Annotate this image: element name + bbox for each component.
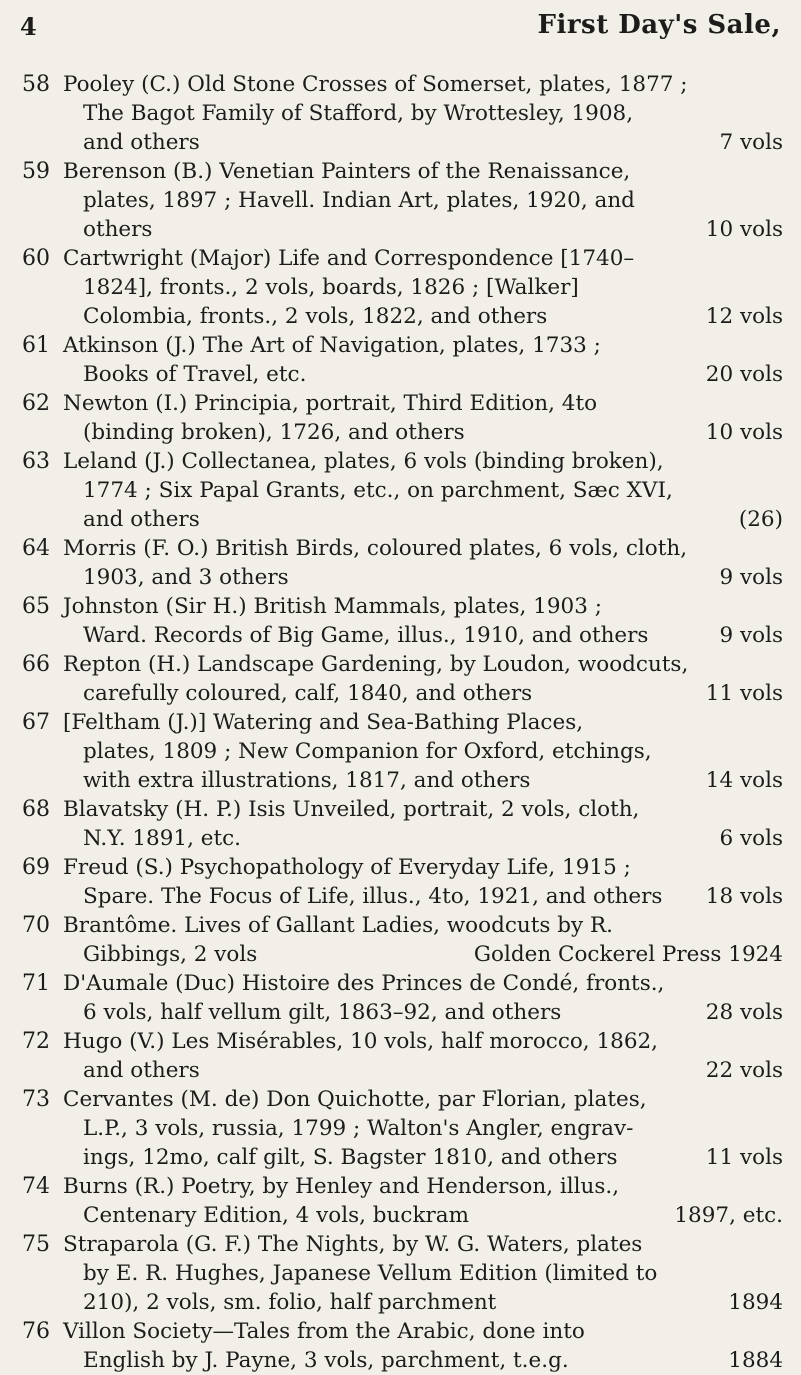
lot-line: Pooley (C.) Old Stone Crosses of Somerset, plates, 1877 ;	[63, 72, 688, 97]
lot-number: 74	[22, 1174, 50, 1199]
lot-line: [Feltham (J.)] Watering and Sea-Bathing Places,	[63, 710, 584, 735]
running-title: First Day's Sale,	[537, 10, 781, 40]
lot-line: 210), 2 vols, sm. folio, half parchment	[83, 1290, 497, 1315]
lot-line: Newton (I.) Principia, portrait, Third Edition, 4to	[63, 391, 598, 416]
lot-line: Cervantes (M. de) Don Quichotte, par Florian, plates,	[63, 1087, 647, 1112]
lot-line: ings, 12mo, calf gilt, S. Bagster 1810, and others	[83, 1145, 618, 1170]
lot-entry	[0, 331, 801, 389]
lot-number: 62	[22, 391, 50, 416]
lot-line: Freud (S.) Psychopathology of Everyday Life, 1915 ;	[63, 855, 631, 880]
lot-entry	[0, 157, 801, 244]
lot-description	[63, 650, 783, 708]
lot-line: with extra illustrations, 1817, and others	[83, 768, 531, 793]
lot-number: 65	[22, 594, 50, 619]
lot-quantity: 1884	[728, 1348, 783, 1373]
lot-entry	[0, 534, 801, 592]
lot-entry	[0, 853, 801, 911]
lot-number: 72	[22, 1029, 50, 1054]
lot-line: Colombia, fronts., 2 vols, 1822, and others	[83, 304, 548, 329]
lot-description	[63, 853, 783, 911]
lot-number: 61	[22, 333, 50, 358]
lot-description	[63, 244, 783, 331]
lot-number: 58	[22, 72, 50, 97]
lot-number: 69	[22, 855, 50, 880]
lot-quantity: 20 vols	[705, 362, 783, 387]
lot-line: Centenary Edition, 4 vols, buckram	[83, 1203, 469, 1228]
page-number: 4	[20, 12, 37, 41]
lot-description	[63, 795, 783, 853]
lot-description	[63, 708, 783, 795]
lot-line: Straparola (G. F.) The Nights, by W. G. Waters, plates	[63, 1232, 643, 1257]
lot-line: Leland (J.) Collectanea, plates, 6 vols (binding broken),	[63, 449, 664, 474]
lot-entry	[0, 708, 801, 795]
lot-quantity: 9 vols	[719, 565, 783, 590]
lot-number: 63	[22, 449, 50, 474]
lot-line: The Bagot Family of Stafford, by Wrottesley, 1908,	[83, 101, 634, 126]
lot-entry	[0, 389, 801, 447]
lot-line: and others	[83, 130, 200, 155]
lot-line: Berenson (B.) Venetian Painters of the Renaissance,	[63, 159, 631, 184]
lot-number: 60	[22, 246, 50, 271]
lot-entry	[0, 1085, 801, 1172]
lot-line: plates, 1897 ; Havell. Indian Art, plates, 1920, and	[83, 188, 635, 213]
lot-line: Blavatsky (H. P.) Isis Unveiled, portrait, 2 vols, cloth,	[63, 797, 640, 822]
lot-quantity: 1897, etc.	[674, 1203, 783, 1228]
lot-description	[63, 911, 783, 969]
lot-line: Burns (R.) Poetry, by Henley and Henderson, illus.,	[63, 1174, 620, 1199]
lot-entry	[0, 244, 801, 331]
lot-entry	[0, 1317, 801, 1375]
lot-quantity: 10 vols	[705, 217, 783, 242]
lot-description	[63, 534, 783, 592]
lot-line: 1824], fronts., 2 vols, boards, 1826 ; [Walker]	[83, 275, 579, 300]
lot-line: Spare. The Focus of Life, illus., 4to, 1921, and others	[83, 884, 663, 909]
lot-entry	[0, 1172, 801, 1230]
lot-line: (binding broken), 1726, and others	[83, 420, 465, 445]
lot-quantity: 18 vols	[705, 884, 783, 909]
lot-number: 66	[22, 652, 50, 677]
lot-quantity: (26)	[738, 507, 783, 532]
lot-description	[63, 1317, 783, 1375]
lot-description	[63, 1085, 783, 1172]
lot-line: by E. R. Hughes, Japanese Vellum Edition (limited to	[83, 1261, 658, 1286]
lot-line: Repton (H.) Landscape Gardening, by Loudon, woodcuts,	[63, 652, 689, 677]
lot-quantity: 28 vols	[705, 1000, 783, 1025]
lot-number: 76	[22, 1319, 50, 1344]
lot-line: Hugo (V.) Les Misérables, 10 vols, half morocco, 1862,	[63, 1029, 659, 1054]
lot-quantity: 10 vols	[705, 420, 783, 445]
lot-quantity: 7 vols	[719, 130, 783, 155]
lot-line: 1903, and 3 others	[83, 565, 289, 590]
lot-quantity: 11 vols	[705, 1145, 783, 1170]
lot-entry	[0, 969, 801, 1027]
lot-quantity: 9 vols	[719, 623, 783, 648]
lot-description	[63, 1172, 783, 1230]
lot-line: and others	[83, 507, 200, 532]
lot-quantity: 12 vols	[705, 304, 783, 329]
lot-line: Johnston (Sir H.) British Mammals, plates, 1903 ;	[63, 594, 602, 619]
lot-entry	[0, 1230, 801, 1317]
lot-line: L.P., 3 vols, russia, 1799 ; Walton's Angler, engrav-	[83, 1116, 634, 1141]
lot-line: Morris (F. O.) British Birds, coloured plates, 6 vols, cloth,	[63, 536, 688, 561]
lot-line: plates, 1809 ; New Companion for Oxford, etchings,	[83, 739, 652, 764]
lot-line: Gibbings, 2 vols	[83, 942, 258, 967]
lot-description	[63, 1027, 783, 1085]
lot-entry	[0, 911, 801, 969]
lot-description	[63, 70, 783, 157]
lot-description	[63, 157, 783, 244]
lot-number: 75	[22, 1232, 50, 1257]
lot-description	[63, 331, 783, 389]
lot-entry	[0, 795, 801, 853]
lot-line: N.Y. 1891, etc.	[83, 826, 241, 851]
lot-quantity: 1894	[728, 1290, 783, 1315]
lot-number: 70	[22, 913, 50, 938]
lot-entry	[0, 650, 801, 708]
lot-description	[63, 969, 783, 1027]
lot-description	[63, 389, 783, 447]
lot-quantity: 11 vols	[705, 681, 783, 706]
lot-entry	[0, 1027, 801, 1085]
lot-line: carefully coloured, calf, 1840, and others	[83, 681, 533, 706]
lot-list	[0, 70, 801, 1375]
lot-line: and others	[83, 1058, 200, 1083]
lot-line: 1774 ; Six Papal Grants, etc., on parchment, Sæc XVI,	[83, 478, 673, 503]
lot-entry	[0, 447, 801, 534]
lot-line: Ward. Records of Big Game, illus., 1910, and others	[83, 623, 649, 648]
lot-entry	[0, 70, 801, 157]
lot-line: English by J. Payne, 3 vols, parchment, t.e.g.	[83, 1348, 569, 1373]
lot-line: others	[83, 217, 153, 242]
lot-number: 59	[22, 159, 50, 184]
lot-quantity: Golden Cockerel Press 1924	[473, 942, 783, 967]
lot-quantity: 6 vols	[719, 826, 783, 851]
lot-description	[63, 1230, 783, 1317]
lot-quantity: 22 vols	[705, 1058, 783, 1083]
lot-entry	[0, 592, 801, 650]
lot-number: 73	[22, 1087, 50, 1112]
lot-line: Atkinson (J.) The Art of Navigation, plates, 1733 ;	[63, 333, 601, 358]
lot-quantity: 14 vols	[705, 768, 783, 793]
lot-number: 71	[22, 971, 50, 996]
lot-description	[63, 447, 783, 534]
lot-line: Villon Society—Tales from the Arabic, done into	[63, 1319, 585, 1344]
lot-number: 64	[22, 536, 50, 561]
lot-description	[63, 592, 783, 650]
lot-number: 68	[22, 797, 50, 822]
page-header	[0, 0, 801, 60]
lot-line: Cartwright (Major) Life and Correspondence [1740–	[63, 246, 635, 271]
lot-number: 67	[22, 710, 50, 735]
lot-line: D'Aumale (Duc) Histoire des Princes de Condé, fronts.,	[63, 971, 665, 996]
lot-line: Brantôme. Lives of Gallant Ladies, woodcuts by R.	[63, 913, 613, 938]
lot-line: Books of Travel, etc.	[83, 362, 307, 387]
lot-line: 6 vols, half vellum gilt, 1863–92, and others	[83, 1000, 562, 1025]
